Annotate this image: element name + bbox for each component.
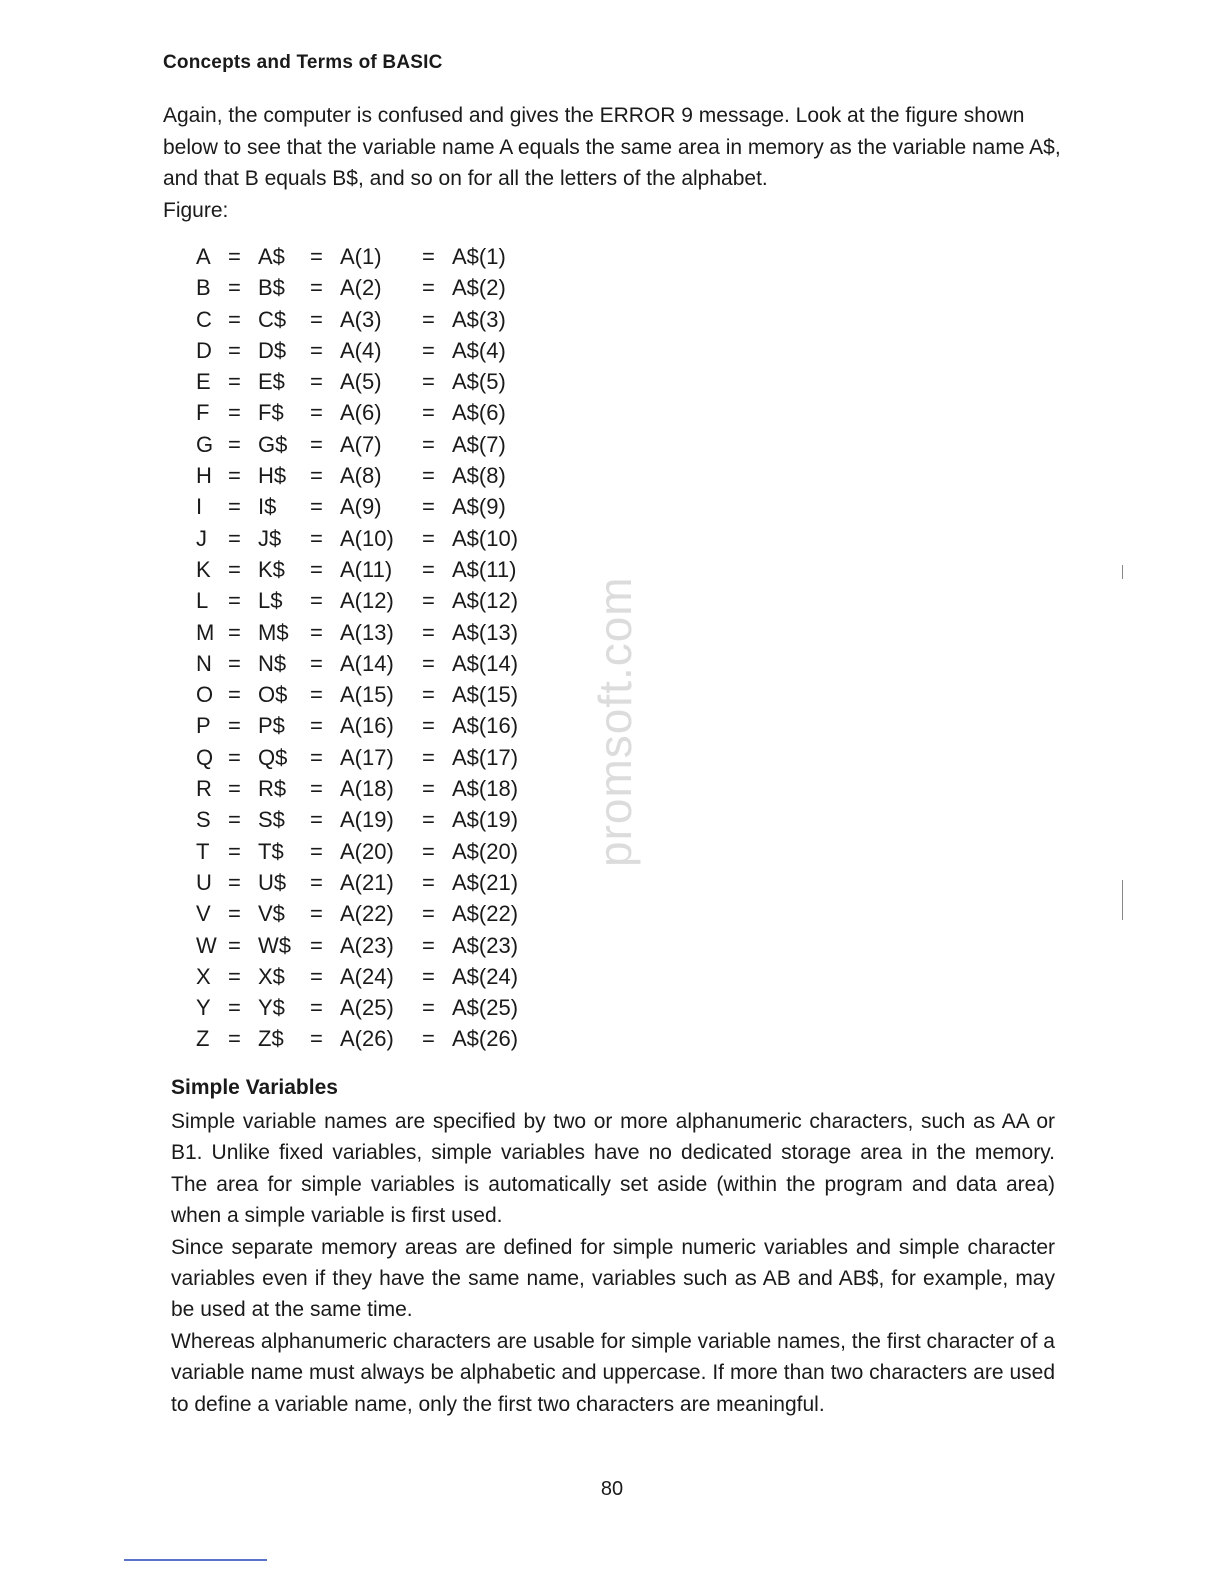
row-string-var: B$	[258, 275, 285, 301]
row-string-array: A$(21)	[452, 869, 519, 895]
row-string-var: A$	[258, 244, 285, 269]
equals-sign: =	[228, 995, 241, 1021]
row-array: A(26)	[340, 1026, 394, 1052]
row-string-var: E$	[258, 369, 285, 395]
equals-sign: =	[228, 838, 241, 864]
equals-sign: =	[228, 525, 241, 551]
row-array: A(12)	[340, 588, 394, 614]
figure-row	[196, 585, 552, 616]
row-string-array: A$(25)	[452, 995, 519, 1021]
row-string-var: O$	[258, 682, 288, 708]
row-string-var: P$	[258, 713, 285, 739]
figure-row	[196, 617, 552, 648]
row-array: A(19)	[340, 807, 394, 833]
row-string-var: W$	[258, 932, 291, 958]
row-string-array: A$(24)	[452, 963, 519, 989]
equals-sign: =	[422, 556, 435, 582]
equals-sign: =	[310, 306, 323, 332]
equals-sign: =	[310, 525, 323, 551]
equals-sign: =	[422, 869, 435, 895]
equals-sign: =	[422, 369, 435, 395]
figure-row	[196, 460, 552, 491]
row-letter: L	[196, 588, 209, 614]
equals-sign: =	[310, 776, 323, 802]
row-string-var: R$	[258, 776, 287, 802]
row-letter: D	[196, 337, 212, 363]
figure-row	[196, 1023, 552, 1054]
equals-sign: =	[422, 306, 435, 332]
row-string-array: A$(2)	[452, 275, 506, 301]
equals-sign: =	[310, 431, 323, 457]
row-array: A(2)	[340, 275, 382, 301]
equals-sign: =	[422, 807, 435, 833]
figure-row	[196, 898, 552, 929]
row-string-var: T$	[258, 838, 284, 864]
equals-sign: =	[310, 838, 323, 864]
row-letter: K	[196, 556, 211, 582]
equals-sign: =	[310, 682, 323, 708]
section-title: Simple Variables	[171, 1076, 338, 1099]
row-array: A(25)	[340, 995, 394, 1021]
equals-sign: =	[422, 588, 435, 614]
equals-sign: =	[228, 463, 241, 489]
row-letter: I	[196, 494, 203, 520]
row-string-array: A$(26)	[452, 1026, 519, 1052]
equals-sign: =	[228, 494, 241, 520]
row-letter: M	[196, 619, 215, 645]
row-string-array: A$(20)	[452, 838, 519, 864]
row-letter: S	[196, 807, 211, 833]
row-array: A(15)	[340, 682, 394, 708]
equals-sign: =	[310, 619, 323, 645]
row-array: A(4)	[340, 337, 382, 363]
equals-sign: =	[310, 650, 323, 676]
row-array: A(22)	[340, 901, 394, 927]
figure-row	[196, 836, 552, 867]
row-letter: G	[196, 431, 214, 457]
equals-sign: =	[228, 713, 241, 739]
row-string-array: A$(17)	[452, 744, 519, 770]
row-string-array: A$(10)	[452, 525, 519, 551]
row-array: A(14)	[340, 650, 394, 676]
figure-body	[196, 241, 552, 1055]
equals-sign: =	[228, 337, 241, 363]
row-string-var: U$	[258, 869, 287, 895]
row-array: A(1)	[340, 244, 382, 269]
row-string-var: Z$	[258, 1026, 284, 1052]
equals-sign: =	[228, 1026, 241, 1052]
row-string-var: K$	[258, 556, 285, 582]
row-array: A(3)	[340, 306, 382, 332]
row-array: A(11)	[340, 556, 393, 582]
row-string-var: J$	[258, 525, 282, 551]
margin-mark	[1122, 565, 1123, 579]
row-string-var: Q$	[258, 744, 288, 770]
figure-row	[196, 241, 552, 272]
equals-sign: =	[422, 619, 435, 645]
equals-sign: =	[422, 244, 435, 269]
row-letter: O	[196, 682, 214, 708]
body-paragraph: Simple variable names are specified by two or more alphanumeric characters, such as AA or B1. Unlike fixed variables, simple variables have no dedicated storage area in the memory. The area for simple variables is automatically set aside (within the program and data area) when a simple variable is first used.	[171, 1110, 1055, 1228]
row-letter: Y	[196, 995, 211, 1021]
equals-sign: =	[422, 776, 435, 802]
equals-sign: =	[310, 369, 323, 395]
row-letter: X	[196, 963, 211, 989]
variable-equivalence-figure	[196, 241, 552, 1055]
row-string-array: A$(23)	[452, 932, 519, 958]
row-string-array: A$(15)	[452, 682, 519, 708]
row-letter: V	[196, 901, 211, 927]
row-string-array: A$(18)	[452, 776, 519, 802]
equals-sign: =	[228, 306, 241, 332]
row-letter: F	[196, 400, 210, 426]
equals-sign: =	[422, 400, 435, 426]
row-string-var: X$	[258, 963, 285, 989]
row-array: A(21)	[340, 869, 394, 895]
row-letter: A	[196, 244, 211, 269]
equals-sign: =	[310, 963, 323, 989]
equals-sign: =	[310, 807, 323, 833]
figure-row	[196, 397, 552, 428]
row-string-array: A$(3)	[452, 306, 506, 332]
row-letter: N	[196, 650, 212, 676]
intro-block	[163, 100, 1063, 226]
row-string-array: A$(13)	[452, 619, 519, 645]
row-array: A(13)	[340, 619, 394, 645]
row-letter: J	[196, 525, 207, 551]
equals-sign: =	[228, 619, 241, 645]
equals-sign: =	[310, 556, 323, 582]
margin-mark	[1122, 880, 1123, 920]
equals-sign: =	[422, 838, 435, 864]
row-letter: T	[196, 838, 210, 864]
equals-sign: =	[422, 713, 435, 739]
equals-sign: =	[422, 901, 435, 927]
row-string-array: A$(14)	[452, 650, 519, 676]
figure-row	[196, 335, 552, 366]
figure-row	[196, 304, 552, 335]
equals-sign: =	[228, 588, 241, 614]
figure-row	[196, 679, 552, 710]
row-array: A(8)	[340, 463, 382, 489]
row-string-var: M$	[258, 619, 289, 645]
figure-row	[196, 272, 552, 303]
equals-sign: =	[310, 1026, 323, 1052]
figure-row	[196, 648, 552, 679]
equals-sign: =	[422, 650, 435, 676]
equals-sign: =	[422, 682, 435, 708]
section-body	[171, 1106, 1055, 1420]
equals-sign: =	[228, 682, 241, 708]
row-string-array: A$(16)	[452, 713, 519, 739]
equals-sign: =	[310, 869, 323, 895]
equals-sign: =	[310, 932, 323, 958]
equals-sign: =	[422, 525, 435, 551]
equals-sign: =	[228, 244, 241, 269]
row-array: A(6)	[340, 400, 382, 426]
equals-sign: =	[228, 275, 241, 301]
row-string-array: A$(19)	[452, 807, 519, 833]
row-array: A(17)	[340, 744, 394, 770]
row-string-var: G$	[258, 431, 288, 457]
equals-sign: =	[310, 337, 323, 363]
equals-sign: =	[310, 244, 323, 269]
body-paragraph: Since separate memory areas are defined for simple numeric variables and simple character variables even if they have the same name, variables such as AB and AB$, for example, may be used at the same time.	[171, 1235, 1055, 1322]
equals-sign: =	[422, 275, 435, 301]
equals-sign: =	[228, 744, 241, 770]
figure-row	[196, 523, 552, 554]
row-array: A(10)	[340, 525, 394, 551]
equals-sign: =	[228, 901, 241, 927]
row-letter: H	[196, 463, 212, 489]
row-string-array: A$(9)	[452, 494, 506, 520]
page-header: Concepts and Terms of BASIC	[163, 52, 443, 73]
intro-paragraph: Again, the computer is confused and gives the ERROR 9 message. Look at the figure shown below to see that the variable name A equals the same area in memory as the variable name A$, and that B equals B$, and so on for all the letters of the alphabet.	[163, 104, 1061, 190]
row-string-var: H$	[258, 463, 287, 489]
equals-sign: =	[310, 494, 323, 520]
row-letter: W	[196, 932, 217, 958]
bottom-rule	[124, 1559, 267, 1561]
row-string-array: A$(11)	[452, 556, 517, 582]
row-string-var: I$	[258, 494, 277, 520]
row-array: A(23)	[340, 932, 394, 958]
row-string-var: F$	[258, 400, 284, 426]
equals-sign: =	[228, 650, 241, 676]
equals-sign: =	[228, 869, 241, 895]
row-letter: E	[196, 369, 211, 395]
row-letter: C	[196, 306, 212, 332]
equals-sign: =	[228, 932, 241, 958]
page-number: 80	[600, 1478, 624, 1500]
equals-sign: =	[422, 337, 435, 363]
row-string-var: V$	[258, 901, 285, 927]
figure-row	[196, 992, 552, 1023]
equals-sign: =	[228, 807, 241, 833]
figure-row	[196, 554, 552, 585]
row-array: A(20)	[340, 838, 394, 864]
row-string-var: Y$	[258, 995, 285, 1021]
equals-sign: =	[228, 369, 241, 395]
row-array: A(9)	[340, 494, 382, 520]
equals-sign: =	[228, 556, 241, 582]
equals-sign: =	[310, 400, 323, 426]
row-letter: P	[196, 713, 211, 739]
equals-sign: =	[422, 494, 435, 520]
figure-row	[196, 742, 552, 773]
row-array: A(7)	[340, 431, 382, 457]
row-string-var: N$	[258, 650, 287, 676]
row-letter: R	[196, 776, 212, 802]
row-array: A(16)	[340, 713, 394, 739]
row-string-var: C$	[258, 306, 287, 332]
equals-sign: =	[422, 932, 435, 958]
figure-row	[196, 804, 552, 835]
row-letter: Q	[196, 744, 214, 770]
equals-sign: =	[228, 400, 241, 426]
row-letter: Z	[196, 1026, 210, 1052]
figure-row	[196, 366, 552, 397]
body-paragraph: Whereas alphanumeric characters are usable for simple variable names, the first character of a variable name must always be alphabetic and uppercase. If more than two characters are used to define a variable name, only the first two characters are meaningful.	[171, 1329, 1055, 1416]
equals-sign: =	[422, 995, 435, 1021]
equals-sign: =	[422, 1026, 435, 1052]
row-array: A(24)	[340, 963, 394, 989]
row-string-array: A$(4)	[452, 337, 506, 363]
equals-sign: =	[310, 744, 323, 770]
equals-sign: =	[310, 275, 323, 301]
equals-sign: =	[228, 776, 241, 802]
row-letter: B	[196, 275, 211, 301]
row-letter: U	[196, 869, 212, 895]
row-array: A(5)	[340, 369, 382, 395]
equals-sign: =	[310, 463, 323, 489]
figure-row	[196, 773, 552, 804]
row-string-array: A$(7)	[452, 431, 506, 457]
equals-sign: =	[310, 588, 323, 614]
equals-sign: =	[310, 713, 323, 739]
equals-sign: =	[310, 901, 323, 927]
row-string-array: A$(5)	[452, 369, 506, 395]
figure-label: Figure:	[163, 198, 229, 222]
row-string-array: A$(1)	[452, 244, 506, 269]
equals-sign: =	[422, 463, 435, 489]
row-array: A(18)	[340, 776, 394, 802]
figure-row	[196, 930, 552, 961]
row-string-array: A$(8)	[452, 463, 506, 489]
equals-sign: =	[228, 963, 241, 989]
equals-sign: =	[422, 963, 435, 989]
figure-row	[196, 867, 552, 898]
equals-sign: =	[310, 995, 323, 1021]
row-string-var: L$	[258, 588, 283, 614]
row-string-array: A$(12)	[452, 588, 519, 614]
figure-row	[196, 491, 552, 522]
equals-sign: =	[228, 431, 241, 457]
row-string-var: D$	[258, 337, 287, 363]
figure-row	[196, 961, 552, 992]
equals-sign: =	[422, 431, 435, 457]
watermark: promsoft.com	[589, 576, 641, 867]
figure-row	[196, 429, 552, 460]
row-string-var: S$	[258, 807, 285, 833]
figure-row	[196, 710, 552, 741]
row-string-array: A$(6)	[452, 400, 506, 426]
equals-sign: =	[422, 744, 435, 770]
row-string-array: A$(22)	[452, 901, 519, 927]
